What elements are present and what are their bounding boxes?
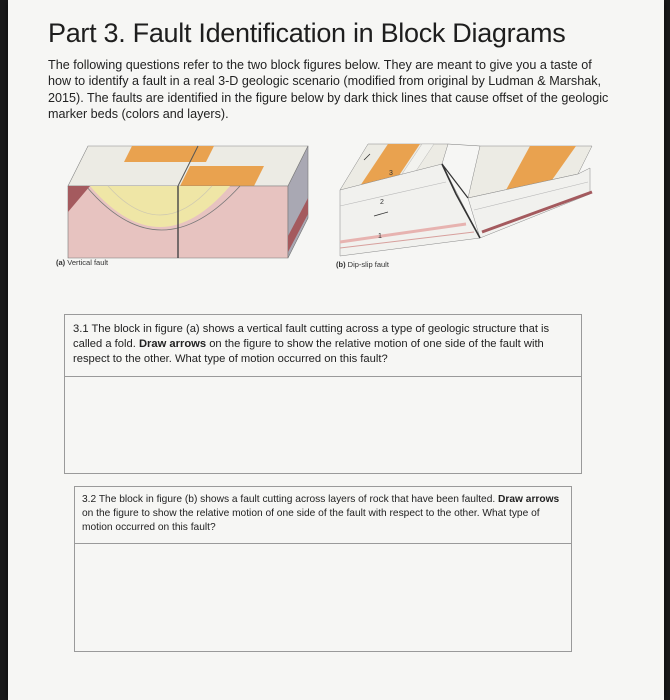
figure-a-caption (56, 258, 108, 267)
question-3-1-number: 3.1 (73, 323, 89, 335)
question-3-2-number: 3.2 (82, 494, 97, 505)
question-3-1-text (65, 315, 581, 377)
question-3-2-emphasis: Draw arrows (498, 494, 560, 505)
question-3-2-prompt-end: on the figure to show the relative motion of one side of the fault with respect to the other. What type of motion occurred on this fault? (82, 508, 540, 533)
worksheet-page (8, 0, 664, 700)
figure-a-vertical-fault-block (50, 140, 312, 270)
intro-paragraph: The following questions refer to the two block figures below. They are meant to give you a taste of how to identify a fault in a real 3-D geologic scenario (modified from original by Ludman & Marshak, 2015). The faults are identified in the figure below by dark thick lines that cause offset of the geologic marker beds (colors and layers). (48, 58, 609, 122)
question-3-1-emphasis: Draw arrows (138, 338, 207, 350)
question-3-2-prompt-start: The block in figure (b) shows a fault cutting across layers of rock that have been faulted. (96, 494, 499, 505)
figure-a-label: Vertical fault (67, 258, 109, 267)
figure-b-label: Dip-slip fault (347, 260, 389, 269)
question-3-1-answer-area[interactable] (65, 379, 581, 473)
question-3-1-prompt-start: The block in figure (a) shows a vertical fault cutting across a type of geologic structure that is called a fold. (73, 323, 550, 350)
figure-b-caption (336, 260, 389, 269)
figure-b-tag: (b) (336, 260, 346, 269)
question-3-2-answer-area[interactable] (75, 545, 571, 651)
question-3-2-text (75, 487, 571, 544)
figure-b-marker-2: 2 (380, 199, 384, 206)
question-3-2-box (74, 486, 572, 652)
figure-b-marker-3: 3 (389, 170, 393, 177)
figure-a-tag: (a) (56, 258, 66, 267)
figure-b-dip-slip-fault-block (330, 138, 598, 260)
question-3-1-box (64, 314, 582, 474)
figure-b-marker-1: 1 (378, 233, 382, 240)
question-3-1-prompt-end: on the figure to show the relative motion of one side of the fault with respect to the other. What type of motion occurred on this fault? (73, 338, 544, 365)
page-title: Part 3. Fault Identification in Block Diagrams (48, 18, 566, 48)
